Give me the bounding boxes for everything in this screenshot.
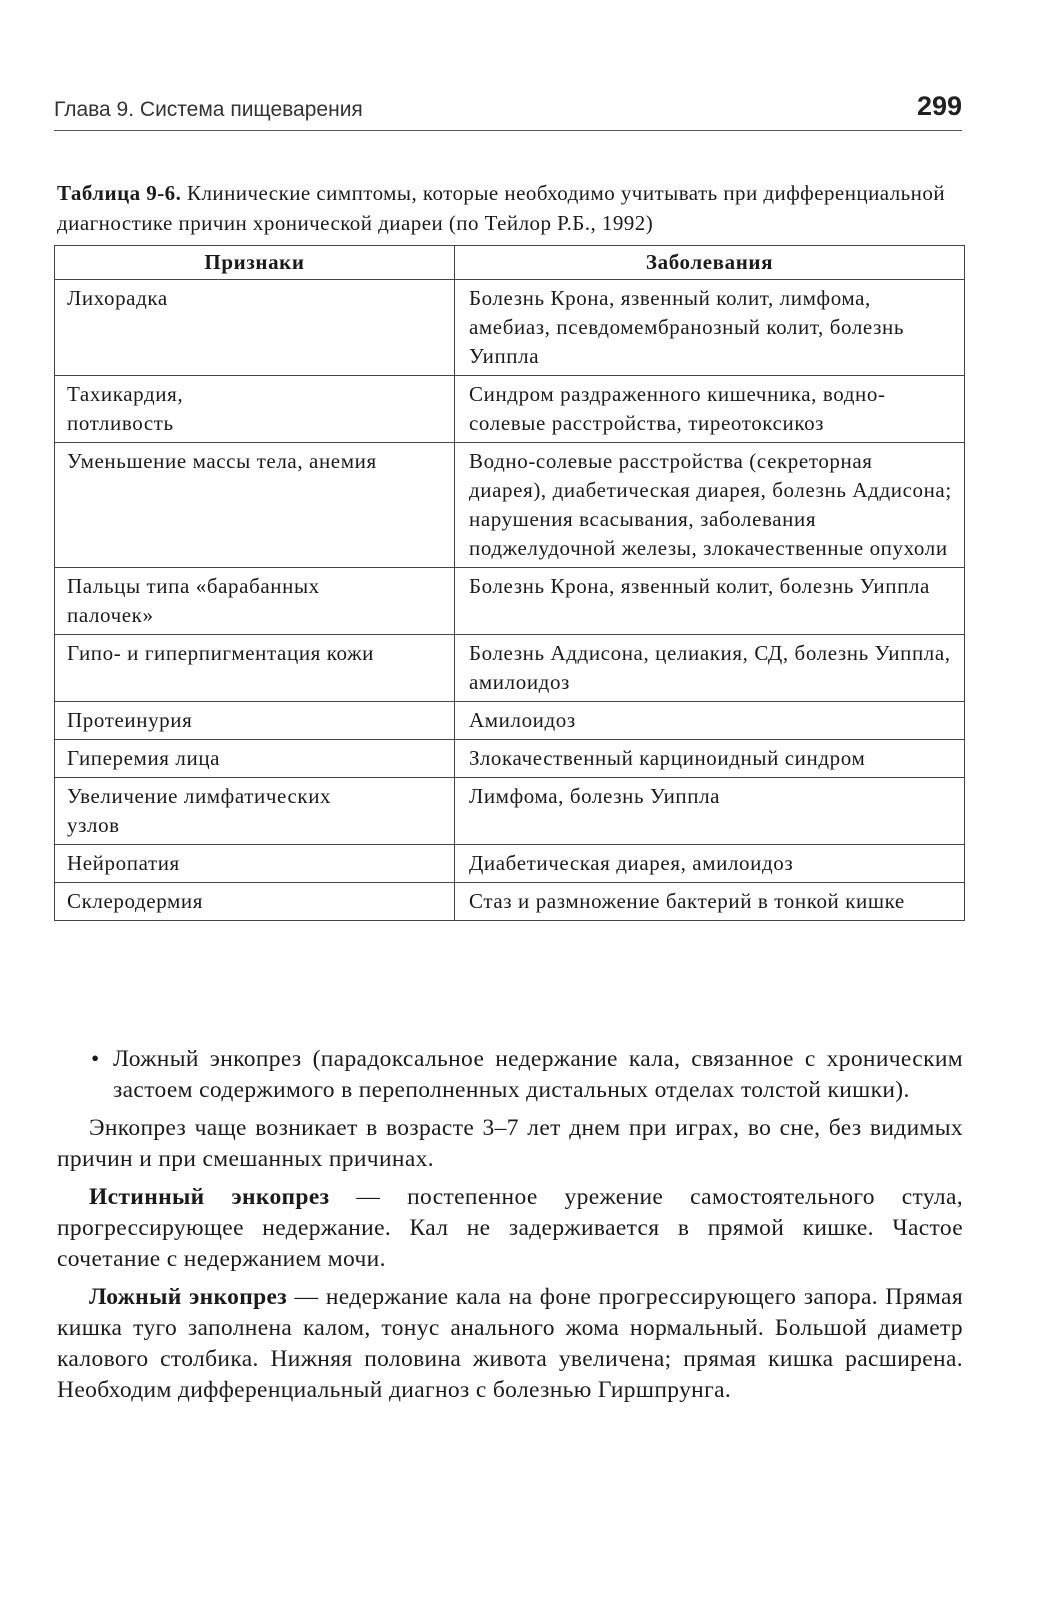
- table-row: [55, 280, 965, 376]
- disease-cell: Амилоидоз: [455, 702, 965, 740]
- disease-cell: Злокачественный карциноидный синдром: [455, 740, 965, 778]
- symptoms-table: [54, 245, 965, 921]
- sign-cell: Гиперемия лица: [55, 740, 455, 778]
- term-true-encopresis: Истинный энкопрез: [89, 1184, 330, 1210]
- disease-cell: Синдром раздраженного кишечника, водно-солевые расстройства, тиреотоксикоз: [455, 376, 965, 443]
- table-row: [55, 702, 965, 740]
- paragraph: Энкопрез чаще возникает в возрасте 3–7 лет днем при играх, во сне, без видимых причин и при смешанных причинах.: [57, 1115, 963, 1172]
- chapter-title: Глава 9. Система пищеварения: [54, 98, 363, 121]
- bullet-dot: •: [91, 1046, 100, 1072]
- disease-cell: Водно-солевые расстройства (секреторная диарея), диабетическая диарея, болезнь Аддисона; нарушения всасывания, заболевания поджелудочной железы, злокачественные опухоли: [455, 443, 965, 568]
- disease-cell: Болезнь Крона, язвенный колит, лимфома, амебиаз, псевдомембранозный колит, болезнь Уиппла: [455, 280, 965, 376]
- table-row: [55, 778, 965, 845]
- table-row: [55, 568, 965, 635]
- table-row: [55, 635, 965, 702]
- sign-cell: Нейропатия: [55, 845, 455, 883]
- bullet-text: Ложный энкопрез (парадоксальное недержание кала, связанное с хроническим застоем содержимого в переполненных дистальных отделах толстой кишки).: [113, 1046, 963, 1103]
- table-row: [55, 845, 965, 883]
- header-diseases: Заболевания: [455, 246, 965, 280]
- table-row: [55, 443, 965, 568]
- bullet-item: [57, 1044, 963, 1106]
- sign-cell: Склеродермия: [55, 883, 455, 921]
- paragraph-text: — постепенное урежение самостоятельного стула, прогрессирующее недержание. Кал не задерживается в прямой кишке. Частое сочетание с недержанием мочи.: [57, 1184, 963, 1272]
- table-caption-text: Клинические симптомы, которые необходимо учитывать при дифференциальной диагностике причин хронической диареи (по Тейлор Р.Б., 1992): [57, 181, 946, 235]
- disease-cell: Диабетическая диарея, амилоидоз: [455, 845, 965, 883]
- paragraph: [57, 1182, 963, 1275]
- paragraph-text: — недержание кала на фоне прогрессирующего запора. Прямая кишка туго заполнена калом, тонус анального жома нормальный. Большой диаметр калового столбика. Нижняя половина живота увеличена; прямая кишка расширена. Необходим дифференциальный диагноз с болезнью Гиршпрунга.: [57, 1284, 963, 1403]
- running-head: [54, 90, 962, 131]
- sign-cell: Уменьшение массы тела, анемия: [55, 443, 455, 568]
- table-row: [55, 883, 965, 921]
- table-row: [55, 740, 965, 778]
- paragraph: [57, 1282, 963, 1406]
- table-row: [55, 376, 965, 443]
- disease-cell: Лимфома, болезнь Уиппла: [455, 778, 965, 845]
- sign-cell: Гипо- и гиперпигментация кожи: [55, 635, 455, 702]
- disease-cell: Болезнь Аддисона, целиакия, СД, болезнь Уиппла, амилоидоз: [455, 635, 965, 702]
- sign-cell: Тахикардия, потливость: [55, 376, 455, 443]
- sign-cell: Протеинурия: [55, 702, 455, 740]
- disease-cell: Болезнь Крона, язвенный колит, болезнь Уиппла: [455, 568, 965, 635]
- term-false-encopresis: Ложный энкопрез: [89, 1284, 288, 1310]
- table-caption-label: Таблица 9-6.: [57, 181, 182, 205]
- sign-cell: Лихорадка: [55, 280, 455, 376]
- table-header-row: [55, 246, 965, 280]
- sign-cell: Увеличение лимфатических узлов: [55, 778, 455, 845]
- header-signs: Признаки: [55, 246, 455, 280]
- body-text: [57, 1044, 963, 1413]
- page-number: 299: [916, 91, 962, 121]
- table-caption: [57, 178, 963, 238]
- sign-cell: Пальцы типа «барабанных палочек»: [55, 568, 455, 635]
- disease-cell: Стаз и размножение бактерий в тонкой кишке: [455, 883, 965, 921]
